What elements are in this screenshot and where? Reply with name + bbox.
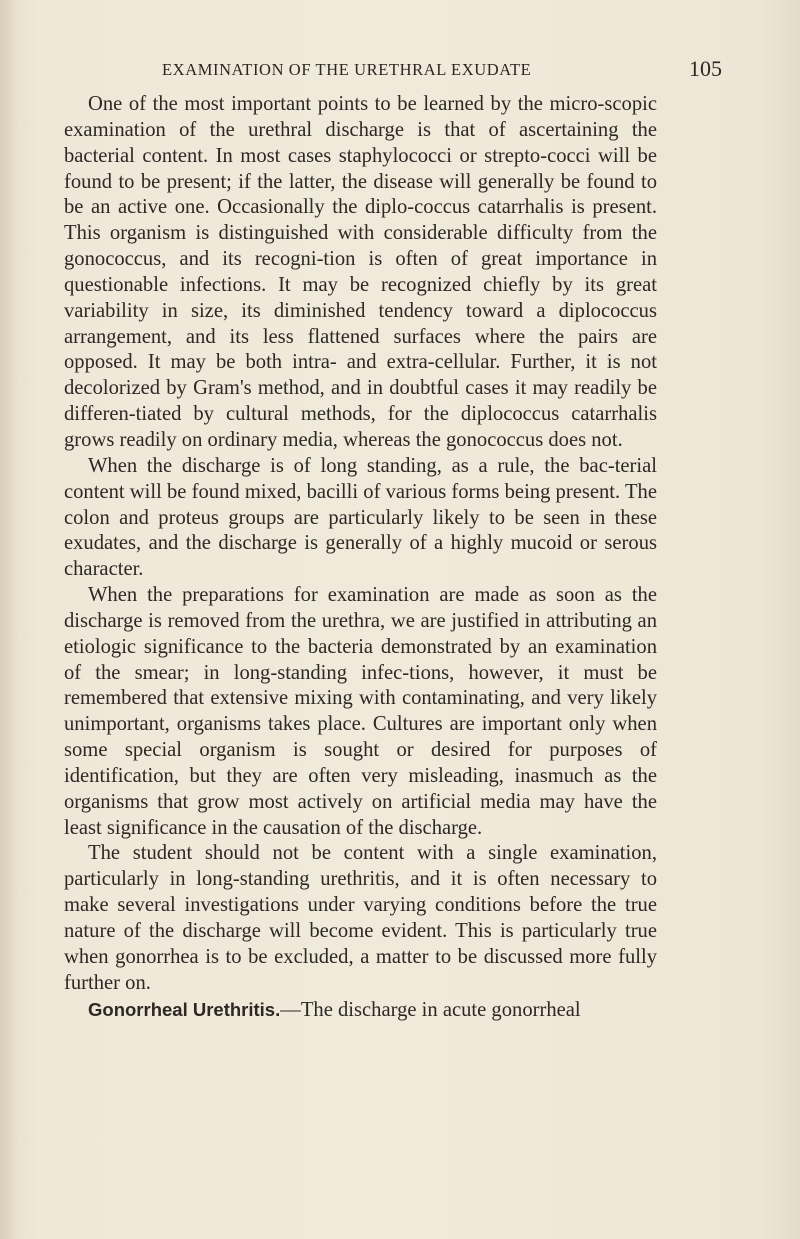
paragraph-long-standing: When the discharge is of long standing, as a rule, the bac-terial content will be found mixed, bacilli of various forms being present. The colon and proteus groups are particularly likely to be seen in these exudates, and the discharge is generally of a highly mucoid or serous character. [64, 454, 657, 581]
section-heading: Gonorrheal Urethritis. [88, 998, 281, 1020]
running-head [126, 58, 722, 88]
paragraph-catarrhalis: One of the most important points to be learned by the micro-scopic examination of the urethral discharge is that of ascertaining the bacterial content. In most cases staphylococci or strepto-cocci will be found to be present; if the latter, the disease will generally be found to be an active one. Occasionally the diplo-coccus catarrhalis is present. This organism is distinguished with considerable difficulty from the gonococcus, and its recogni-tion is often of great importance in questionable infections. It may be recognized chiefly by its great variability in size, its diminished tendency toward a diplococcus arrangement, and its less flattened surfaces where the pairs are opposed. It may be both intra- and extra-cellular. Further, it is not decolorized by Gram's method, and in doubtful cases it may readily be differen-tiated by cultural methods, for the diplococcus catarrhalis grows readily on ordinary media, whereas the gonococcus does not. [64, 93, 657, 451]
running-head-title: EXAMINATION OF THE URETHRAL EXUDATE [162, 60, 532, 79]
paragraph-student: The student should not be content with a single examination, particularly in long-standing urethritis, and it is often necessary to make several investigations under varying conditions before the true nature of the discharge will become evident. This is particularly true when gonorrhea is to be excluded, a matter to be discussed more fully further on. [64, 842, 657, 994]
page-number: 105 [689, 56, 722, 81]
paragraph-preparations: When the preparations for examination are made as soon as the discharge is removed from the urethra, we are justified in attributing an etiologic significance to the bacteria demonstrated by an examination of the smear; in long-standing infec-tions, however, it must be remembered that extensive mixing with contaminating, and very likely unimportant, organisms takes place. Cultures are important only when some special organism is sought or desired for purposes of identification, but they are often very misleading, inasmuch as the organisms that grow most actively on artificial media may have the least significance in the causation of the discharge. [64, 584, 657, 839]
section-heading-text: —The discharge in acute gonorrheal [280, 998, 581, 1021]
paragraph-gonorrheal-urethritis [64, 997, 657, 1024]
body-text [64, 92, 657, 1023]
page-gutter-shadow [0, 0, 18, 1239]
